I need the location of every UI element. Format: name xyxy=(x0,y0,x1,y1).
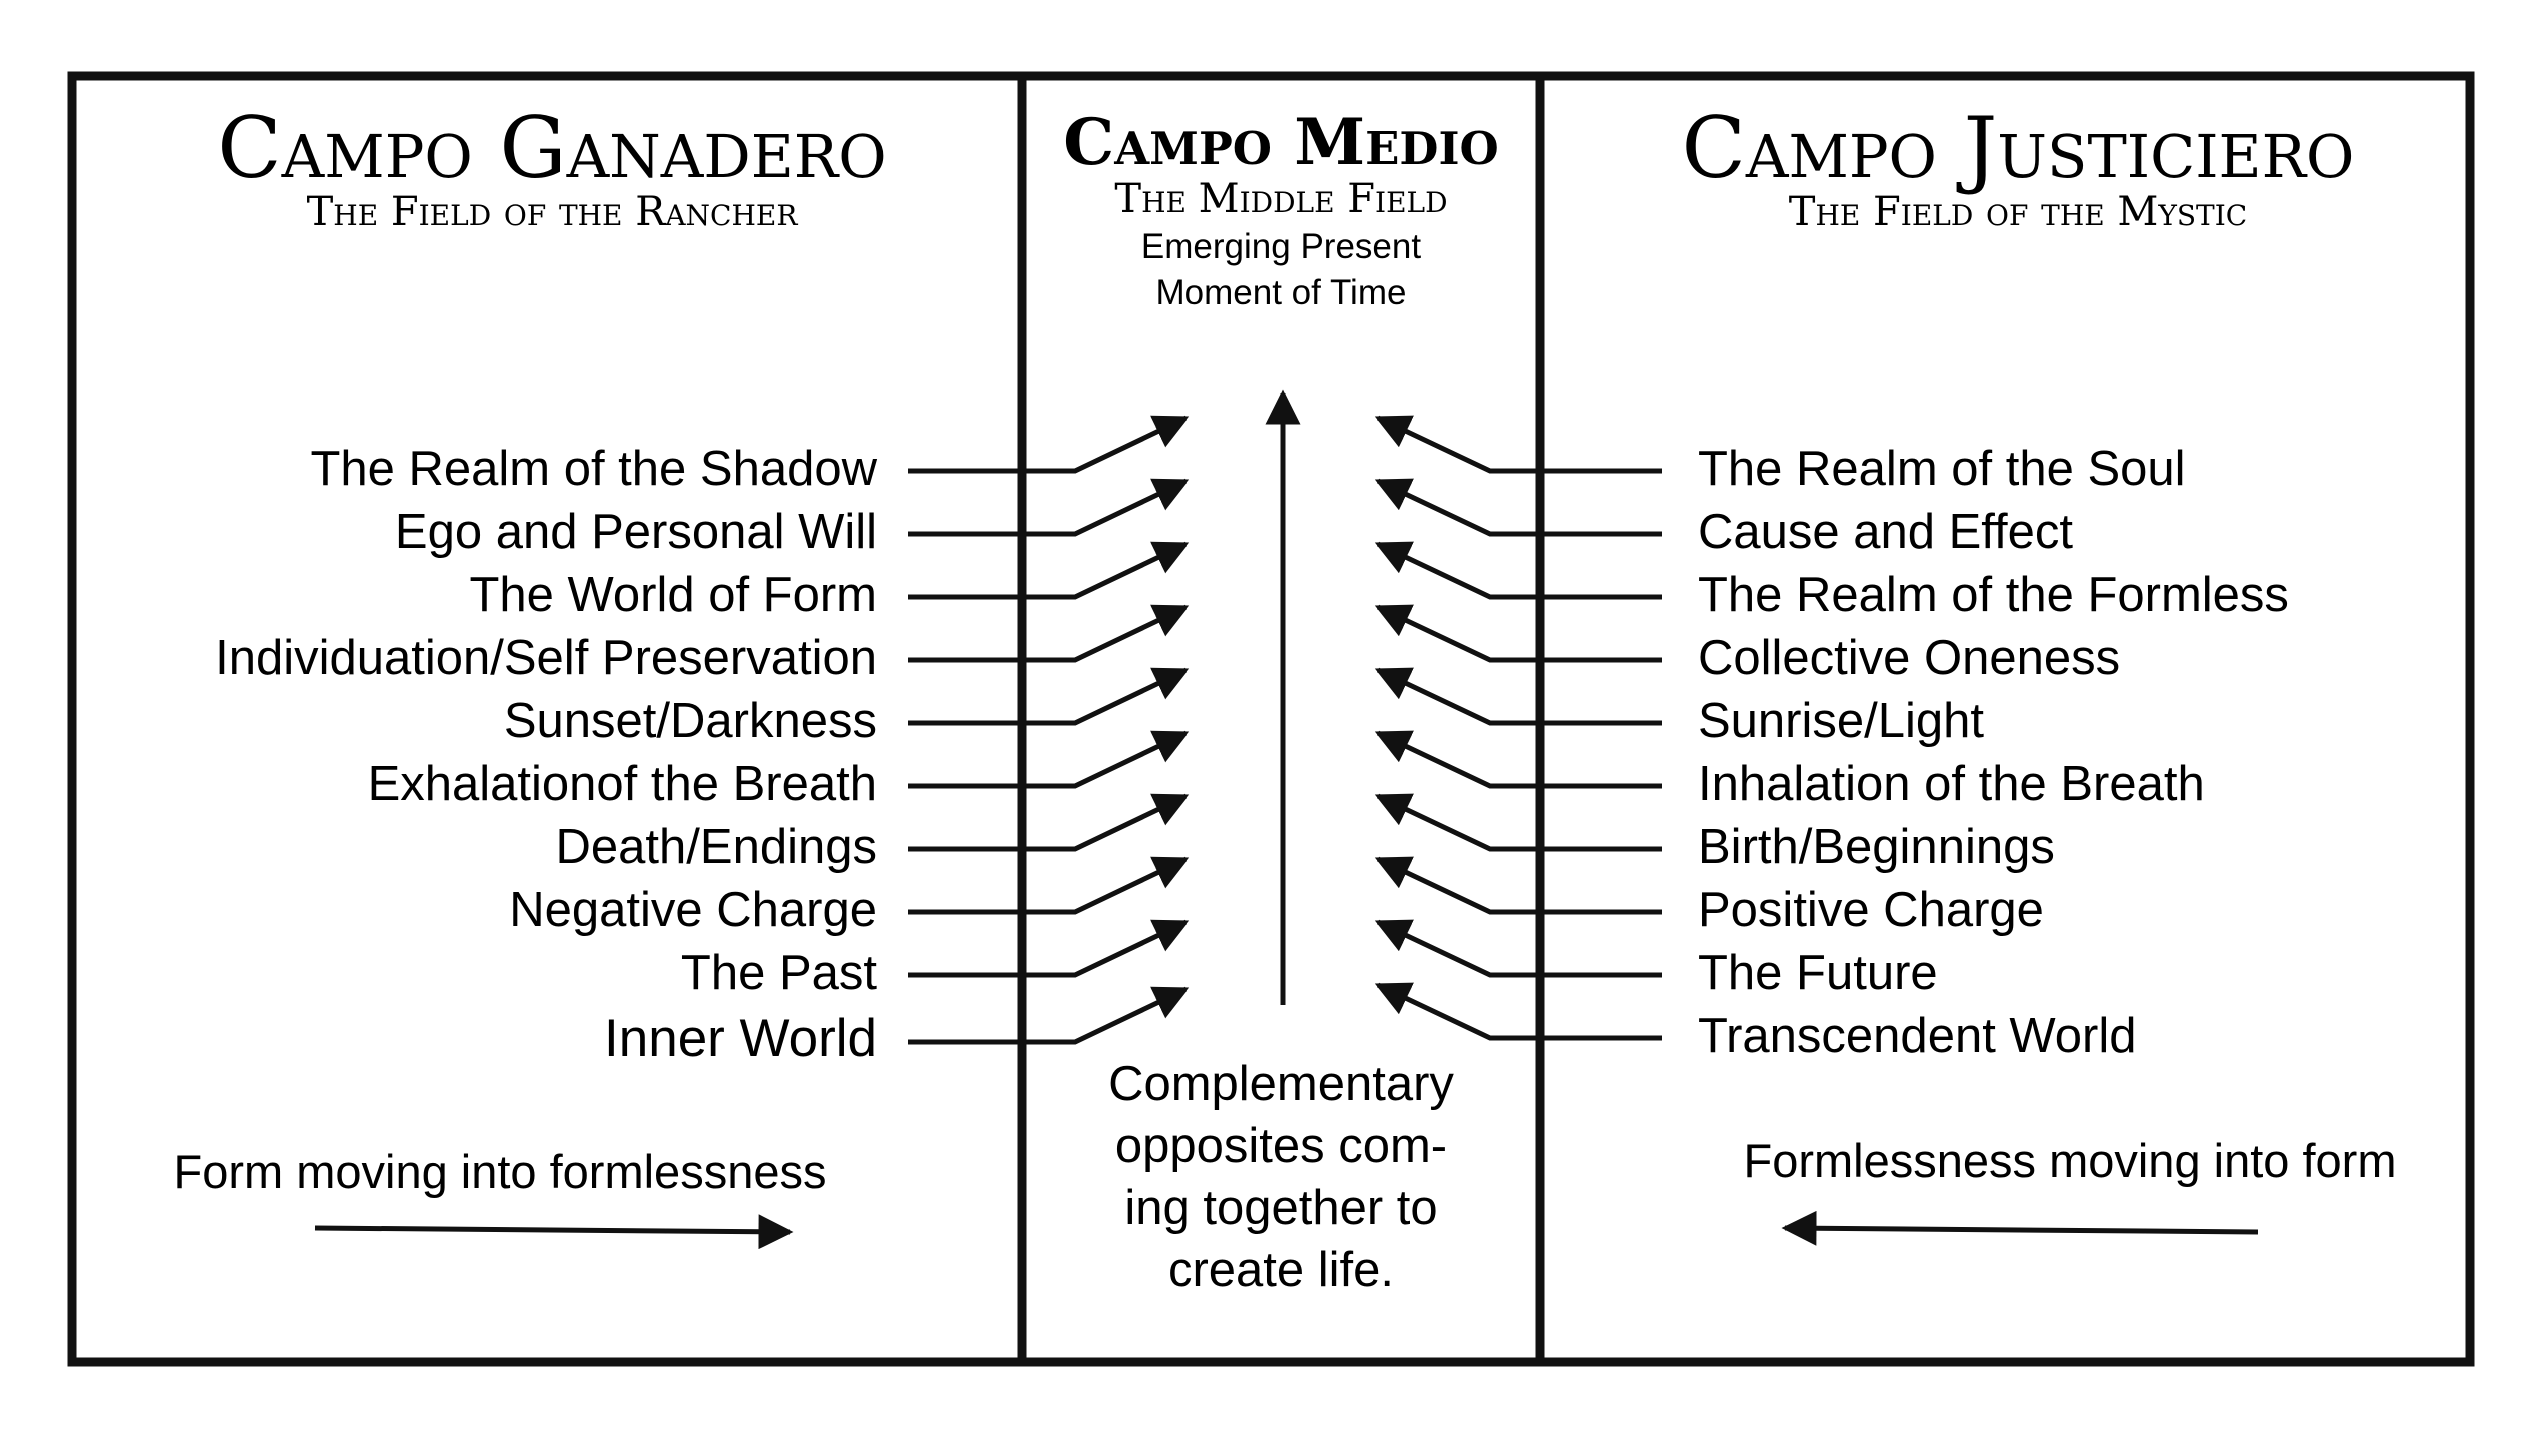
right-subtitle: The Field of the Mystic xyxy=(1788,189,2248,235)
right-title: Campo Justiciero xyxy=(1681,99,2355,197)
right-arrow xyxy=(1378,985,1662,1038)
right-items xyxy=(1698,442,2289,1063)
left-arrow xyxy=(908,989,1186,1042)
right-item: Transcendent World xyxy=(1698,1009,2137,1063)
right-item: The Future xyxy=(1698,946,1938,1000)
left-item: Individuation/Self Preservation xyxy=(215,631,877,685)
right-arrow xyxy=(1378,607,1662,660)
left-title: Campo Ganadero xyxy=(217,99,887,197)
middle-caption-line-1: Emerging Present xyxy=(1140,227,1422,266)
left-subtitle: The Field of the Rancher xyxy=(306,189,798,235)
left-footer: Form moving into formlessness xyxy=(173,1145,827,1198)
right-item: Positive Charge xyxy=(1698,883,2044,937)
middle-summary-line-1: Complementary xyxy=(1108,1057,1454,1111)
right-item: Birth/Beginnings xyxy=(1698,820,2055,874)
left-item: The Realm of the Shadow xyxy=(310,442,877,496)
right-arrow xyxy=(1378,670,1662,723)
left-item: Sunset/Darkness xyxy=(503,694,877,748)
left-arrow xyxy=(908,733,1186,786)
right-arrow xyxy=(1378,922,1662,975)
right-footer-arrow xyxy=(1785,1228,2258,1232)
right-arrow xyxy=(1378,481,1662,534)
right-arrow xyxy=(1378,544,1662,597)
middle-subtitle: The Middle Field xyxy=(1114,176,1448,222)
right-footer: Formlessness moving into form xyxy=(1743,1134,2397,1187)
left-item: Negative Charge xyxy=(509,883,877,937)
right-connectors xyxy=(1378,418,1662,1038)
left-arrow xyxy=(908,796,1186,849)
left-items xyxy=(215,442,877,1068)
left-item: The World of Form xyxy=(469,568,877,622)
left-item: Exhalationof the Breath xyxy=(367,757,877,811)
left-item: Ego and Personal Will xyxy=(394,505,877,559)
right-item: Cause and Effect xyxy=(1698,505,2074,559)
left-footer-arrow xyxy=(315,1228,790,1232)
right-item: The Realm of the Soul xyxy=(1698,442,2186,496)
left-arrow xyxy=(908,418,1186,471)
left-arrow xyxy=(908,544,1186,597)
right-item: Sunrise/Light xyxy=(1698,694,1985,748)
left-connectors xyxy=(908,418,1186,1042)
middle-title: Campo Medio xyxy=(1063,105,1499,180)
middle-summary-line-4: create life. xyxy=(1167,1243,1395,1297)
left-item: The Past xyxy=(680,946,877,1000)
left-arrow xyxy=(908,670,1186,723)
right-item: Collective Oneness xyxy=(1698,631,2121,685)
left-arrow xyxy=(908,481,1186,534)
left-item: Inner World xyxy=(604,1009,877,1068)
right-arrow xyxy=(1378,796,1662,849)
right-arrow xyxy=(1378,418,1662,471)
middle-caption-line-2: Moment of Time xyxy=(1155,273,1407,312)
middle-summary-line-3: ing together to xyxy=(1124,1181,1438,1235)
right-item: The Realm of the Formless xyxy=(1698,568,2289,622)
middle-summary-line-2: opposites com- xyxy=(1114,1119,1448,1173)
left-arrow xyxy=(908,607,1186,660)
right-item: Inhalation of the Breath xyxy=(1698,757,2205,811)
left-arrow xyxy=(908,922,1186,975)
right-arrow xyxy=(1378,859,1662,912)
left-item: Death/Endings xyxy=(555,820,877,874)
right-arrow xyxy=(1378,733,1662,786)
left-arrow xyxy=(908,859,1186,912)
